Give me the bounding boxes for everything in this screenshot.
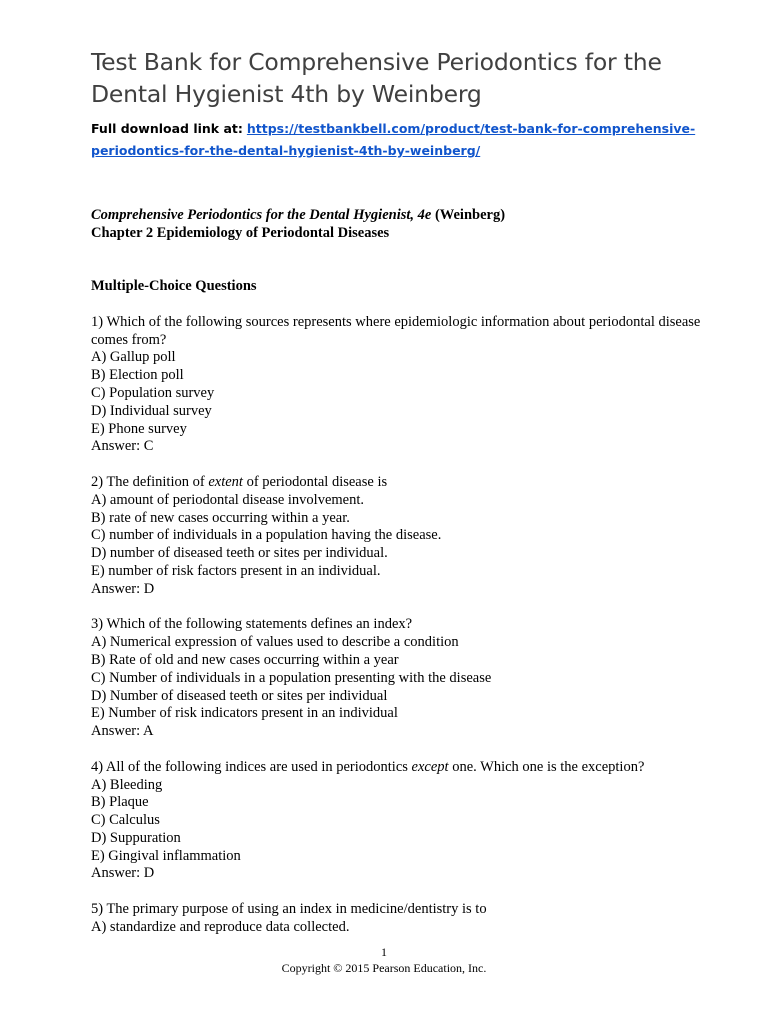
answer-option: A) Bleeding [91,776,163,793]
question-item [91,759,731,884]
page-footer [0,944,768,976]
answer-option: E) Phone survey [91,420,187,437]
question-text: one. Which one is the exception? [448,758,645,775]
document-body [91,207,731,937]
question-text: of periodontal disease is [242,473,388,490]
answer-option: D) number of diseased teeth or sites per individual. [91,545,388,562]
answer-option: E) Gingival inflammation [91,847,241,864]
document-title: Test Bank for Comprehensive Periodontics for the Dental Hygienist 4th by Weinberg [91,48,662,108]
answer-option: A) Numerical expression of values used to describe a condition [91,634,459,651]
question-item [91,616,731,741]
question-item [91,314,731,456]
question-list [91,314,731,937]
answer-option: C) Calculus [91,812,160,829]
question-text: 1) Which of the following sources represents where epidemiologic information about periodontal disease comes from? [91,313,701,348]
answer-option: B) Election poll [91,367,184,384]
answer-key: Answer: A [91,723,154,740]
question-stem [91,474,731,492]
answer-option: B) Rate of old and new cases occurring within a year [91,651,399,668]
page-number: 1 [381,945,387,959]
copyright-notice: Copyright © 2015 Pearson Education, Inc. [281,961,487,975]
question-item [91,901,731,937]
question-text: 4) All of the following indices are used in periodontics [91,758,412,775]
answer-option: C) number of individuals in a population having the disease. [91,527,442,544]
question-stem [91,759,731,777]
question-item [91,474,731,599]
book-reference [91,207,731,225]
answer-key: Answer: D [91,865,155,882]
section-heading: Multiple-Choice Questions [91,278,257,295]
answer-option: C) Number of individuals in a population presenting with the disease [91,669,492,686]
answer-option: A) amount of periodontal disease involvement. [91,491,365,508]
question-emphasis: extent [208,473,243,490]
download-label: Full download link at: [91,121,243,136]
book-title: Comprehensive Periodontics for the Dental Hygienist, 4e [91,207,432,223]
answer-option: A) standardize and reproduce data collected. [91,918,350,935]
answer-option: B) Plaque [91,794,149,811]
chapter-heading: Chapter 2 Epidemiology of Periodontal Diseases [91,224,390,241]
answer-option: E) number of risk factors present in an individual. [91,562,381,579]
answer-key: Answer: D [91,580,155,597]
answer-option: B) rate of new cases occurring within a year. [91,509,350,526]
answer-option: D) Number of diseased teeth or sites per individual [91,687,388,704]
download-line [91,118,731,162]
answer-option: E) Number of risk indicators present in an individual [91,705,398,722]
question-text: 3) Which of the following statements defines an index? [91,616,413,633]
question-stem [91,901,731,919]
question-text: 5) The primary purpose of using an index in medicine/dentistry is to [91,901,487,918]
question-stem [91,314,731,350]
question-emphasis: except [411,758,449,775]
answer-key: Answer: C [91,438,154,455]
book-author: (Weinberg) [431,207,506,223]
answer-option: D) Individual survey [91,402,212,419]
download-link[interactable]: https://testbankbell.com/product/test-bank-for-comprehensive-periodontics-for-the-dental-hygienist-4th-by-weinberg/ [91,121,696,158]
answer-option: C) Population survey [91,384,215,401]
answer-option: A) Gallup poll [91,349,176,366]
answer-option: D) Suppuration [91,829,181,846]
question-text: 2) The definition of [91,473,209,490]
question-stem [91,616,731,634]
